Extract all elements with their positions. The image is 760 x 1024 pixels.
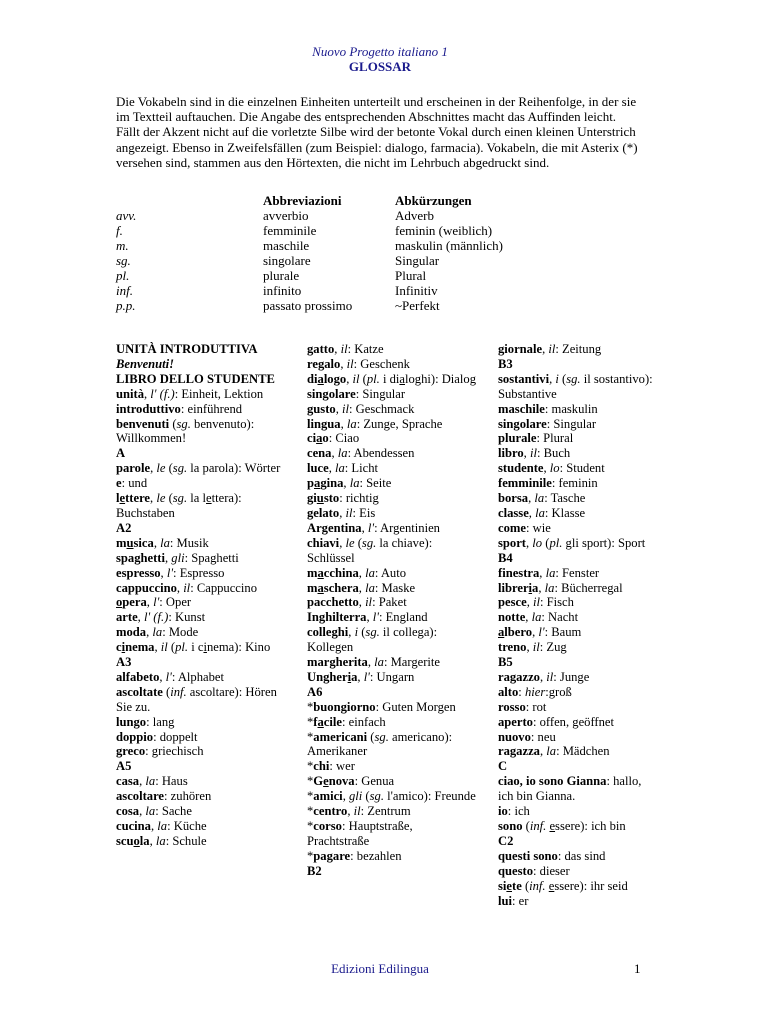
glossary-entry: studente, lo: Student: [498, 461, 605, 476]
glossary-entry: dialogo, il (pl. i dialoghi): Dialog: [307, 371, 476, 386]
glossary-entry: A6: [307, 684, 323, 699]
glossary-entry: doppio: doppelt: [116, 729, 198, 744]
page-header: [0, 44, 760, 74]
italian-term: femminile: [263, 223, 317, 238]
glossary-entry: come: wie: [498, 520, 551, 535]
abbreviation: p.p.: [116, 298, 136, 313]
glossary-entry: ciao: Ciao: [307, 431, 360, 446]
glossary-entry: lui: er: [498, 893, 529, 908]
german-term: Abkürzungen: [395, 193, 472, 208]
italian-term: plurale: [263, 268, 300, 283]
glossary-entry: A3: [116, 655, 132, 670]
glossary-entry: A: [116, 446, 126, 461]
glossary-entry: cappuccino, il: Cappuccino: [116, 580, 257, 595]
glossary-entry: margherita, la: Margerite: [307, 655, 441, 670]
glossary-entry: *Genova: Genua: [307, 774, 395, 789]
glossary-entry: e: und: [116, 476, 148, 491]
glossary-entry: borsa, la: Tasche: [498, 491, 586, 506]
abbreviation: sg.: [116, 253, 131, 268]
glossary-entry: lingua, la: Zunge, Sprache: [307, 416, 443, 431]
glossary-column-2: [307, 342, 477, 879]
italian-term: infinito: [263, 283, 302, 298]
glossary-entry: sostantivi, i (sg. il sostantivo): Substantive: [498, 371, 653, 401]
glossary-entry: lungo: lang: [116, 714, 175, 729]
german-term: Infinitiv: [395, 283, 438, 298]
italian-term: maschile: [263, 238, 310, 253]
glossary-entry: spaghetti, gli: Spaghetti: [116, 550, 239, 565]
glossary-entry: B3: [498, 356, 513, 371]
german-term: feminin (weiblich): [395, 223, 493, 238]
glossary-entry: greco: griechisch: [116, 744, 204, 759]
glossary-entry: *pagare: bezahlen: [307, 848, 402, 863]
glossary-entry: Benvenuti!: [116, 356, 175, 371]
german-term: Adverb: [395, 208, 434, 223]
italian-term: avverbio: [263, 208, 309, 223]
glossary-entry: C: [498, 759, 508, 774]
glossary-entry: colleghi, i (sg. il collega): Kollegen: [307, 625, 438, 655]
glossary-entry: gatto, il: Katze: [307, 342, 384, 356]
glossary-entry: singolare: Singular: [307, 386, 406, 401]
glossary-column-1: [116, 342, 286, 849]
glossary-entry: questo: dieser: [498, 863, 570, 878]
book-title: Nuovo Progetto italiano 1: [312, 44, 448, 59]
glossary-entry: B2: [307, 863, 322, 878]
glossary-entry: nuovo: neu: [498, 729, 556, 744]
glossary-column-3: [498, 342, 658, 908]
intro-paragraph-2: Fällt der Akzent nicht auf die vorletzte Silbe wird der betonte Vokal durch einen kleinen Unterstrich angezeigt. Ebenso in Zweifelsfällen (zum Beispiel: dialogo, farmacia). Vokabeln, die mit Asterix (*) versehen sind, stammen aus den Hörtexten, die nicht im Lehrbuch abgedruckt sind.: [116, 124, 638, 170]
german-term: Singular: [395, 253, 440, 268]
glossary-entry: aperto: offen, geöffnet: [498, 714, 615, 729]
glossary-entry: pesce, il: Fisch: [498, 595, 574, 610]
glossary-entry: casa, la: Haus: [116, 774, 188, 789]
glossary-entry: macchina, la: Auto: [307, 565, 407, 580]
page-title: GLOSSAR: [348, 59, 412, 74]
glossary-entry: maschile: maskulin: [498, 401, 598, 416]
glossary-entry: musica, la: Musik: [116, 535, 209, 550]
glossary-entry: UNITÀ INTRODUTTIVA: [116, 342, 258, 356]
glossary-entry: treno, il: Zug: [498, 640, 567, 655]
publisher-footer: Edizioni Edilingua: [331, 961, 429, 976]
glossary-entry: B5: [498, 655, 513, 670]
german-term: Plural: [395, 268, 427, 283]
glossary-entry: ciao, io sono Gianna: hallo, ich bin Gianna.: [498, 774, 642, 804]
abbreviation: inf.: [116, 283, 133, 298]
glossary-entry: ascoltare: zuhören: [116, 789, 212, 804]
glossary-entry: Argentina, l': Argentinien: [307, 520, 440, 535]
glossary-entry: arte, l' (f.): Kunst: [116, 610, 206, 625]
glossary-entry: cinema, il (pl. i cinema): Kino: [116, 640, 271, 655]
glossary-entry: giusto: richtig: [307, 491, 379, 506]
glossary-entry: parole, le (sg. la parola): Wörter: [116, 461, 281, 476]
glossary-entry: cucina, la: Küche: [116, 819, 207, 833]
glossary-entry: lettere, le (sg. la lettera): Buchstaben: [116, 491, 242, 520]
glossary-entry: LIBRO DELLO STUDENTE: [116, 371, 275, 386]
glossary-entry: giornale, il: Zeitung: [498, 342, 602, 356]
glossary-entry: *amici, gli (sg. l'amico): Freunde: [307, 789, 476, 804]
glossary-entry: benvenuti (sg. benvenuto): Willkommen!: [116, 416, 255, 446]
glossary-entry: gusto, il: Geschmack: [307, 401, 415, 416]
glossary-entry: unità, l' (f.): Einheit, Lektion: [116, 386, 264, 401]
glossary-entry: B4: [498, 550, 513, 565]
glossary-entry: A5: [116, 759, 132, 774]
glossary-entry: singolare: Singular: [498, 416, 597, 431]
glossary-entry: alfabeto, l': Alphabet: [116, 669, 224, 684]
italian-term: Abbreviazioni: [263, 193, 342, 208]
glossary-entry: cosa, la: Sache: [116, 804, 192, 819]
glossary-entry: ragazza, la: Mädchen: [498, 744, 610, 759]
glossary-entry: sono (inf. essere): ich bin: [498, 819, 626, 833]
glossary-entry: moda, la: Mode: [116, 625, 199, 640]
glossary-entry: C2: [498, 833, 514, 848]
glossary-entry: libro, il: Buch: [498, 446, 571, 461]
glossary-entry: sport, lo (pl. gli sport): Sport: [498, 535, 646, 550]
glossary-entry: cena, la: Abendessen: [307, 446, 415, 461]
glossary-entry: siete (inf. essere): ihr seid: [498, 878, 628, 893]
glossary-entry: femminile: feminin: [498, 476, 598, 491]
glossary-entry: classe, la: Klasse: [498, 505, 586, 520]
glossary-entry: io: ich: [498, 804, 530, 819]
glossary-entry: *buongiorno: Guten Morgen: [307, 699, 456, 714]
glossary-entry: *americani (sg. americano): Amerikaner: [307, 729, 453, 759]
glossary-entry: pacchetto, il: Paket: [307, 595, 407, 610]
glossary-entry: Ungheria, l': Ungarn: [307, 669, 415, 684]
intro-paragraph-1: Die Vokabeln sind in die einzelnen Einheiten unterteilt und erscheinen in der Reihenfolge, in der sie im Textteil auftauchen. Die Angabe des entsprechenden Abschnittes macht das Auffinden leicht.: [116, 94, 637, 125]
page-number: 1: [634, 961, 641, 976]
abbreviation: m.: [116, 238, 129, 253]
italian-term: passato prossimo: [263, 298, 353, 313]
abbreviation: f.: [116, 223, 123, 238]
glossary-entry: alto: hier:groß: [498, 684, 572, 699]
glossary-entry: notte, la: Nacht: [498, 610, 579, 625]
glossary-entry: questi sono: das sind: [498, 848, 606, 863]
glossary-entry: rosso: rot: [498, 699, 547, 714]
glossary-entry: A2: [116, 520, 132, 535]
glossary-entry: libreria, la: Bücherregal: [498, 580, 623, 595]
glossary-entry: maschera, la: Maske: [307, 580, 416, 595]
glossary-entry: ascoltate (inf. ascoltare): Hören Sie zu.: [116, 684, 277, 714]
glossary-entry: Inghilterra, l': England: [307, 610, 428, 625]
glossary-entry: albero, l': Baum: [498, 625, 582, 640]
glossary-entry: scuola, la: Schule: [116, 833, 207, 848]
italian-term: singolare: [263, 253, 311, 268]
glossary-entry: *facile: einfach: [307, 714, 386, 729]
abbreviation: pl.: [116, 268, 130, 283]
glossary-entry: *chi: wer: [307, 759, 355, 774]
abbreviation: avv.: [116, 208, 137, 223]
glossary-entry: opera, l': Oper: [116, 595, 192, 610]
glossary-entry: gelato, il: Eis: [307, 505, 376, 520]
glossary-entry: *corso: Hauptstraße, Prachtstraße: [307, 819, 413, 848]
glossary-entry: regalo, il: Geschenk: [307, 356, 410, 371]
german-term: maskulin (männlich): [395, 238, 503, 253]
german-term: ~Perfekt: [395, 298, 440, 313]
glossary-entry: ragazzo, il: Junge: [498, 669, 590, 684]
glossary-entry: introduttivo: einführend: [116, 401, 243, 416]
glossary-entry: *centro, il: Zentrum: [307, 804, 411, 819]
glossary-entry: pagina, la: Seite: [307, 476, 392, 491]
glossary-entry: finestra, la: Fenster: [498, 565, 600, 580]
intro-text: [116, 94, 648, 170]
glossary-entry: plurale: Plural: [498, 431, 574, 446]
glossary-entry: espresso, l': Espresso: [116, 565, 225, 580]
glossary-entry: chiavi, le (sg. la chiave): Schlüssel: [307, 535, 433, 565]
glossary-entry: luce, la: Licht: [307, 461, 379, 476]
